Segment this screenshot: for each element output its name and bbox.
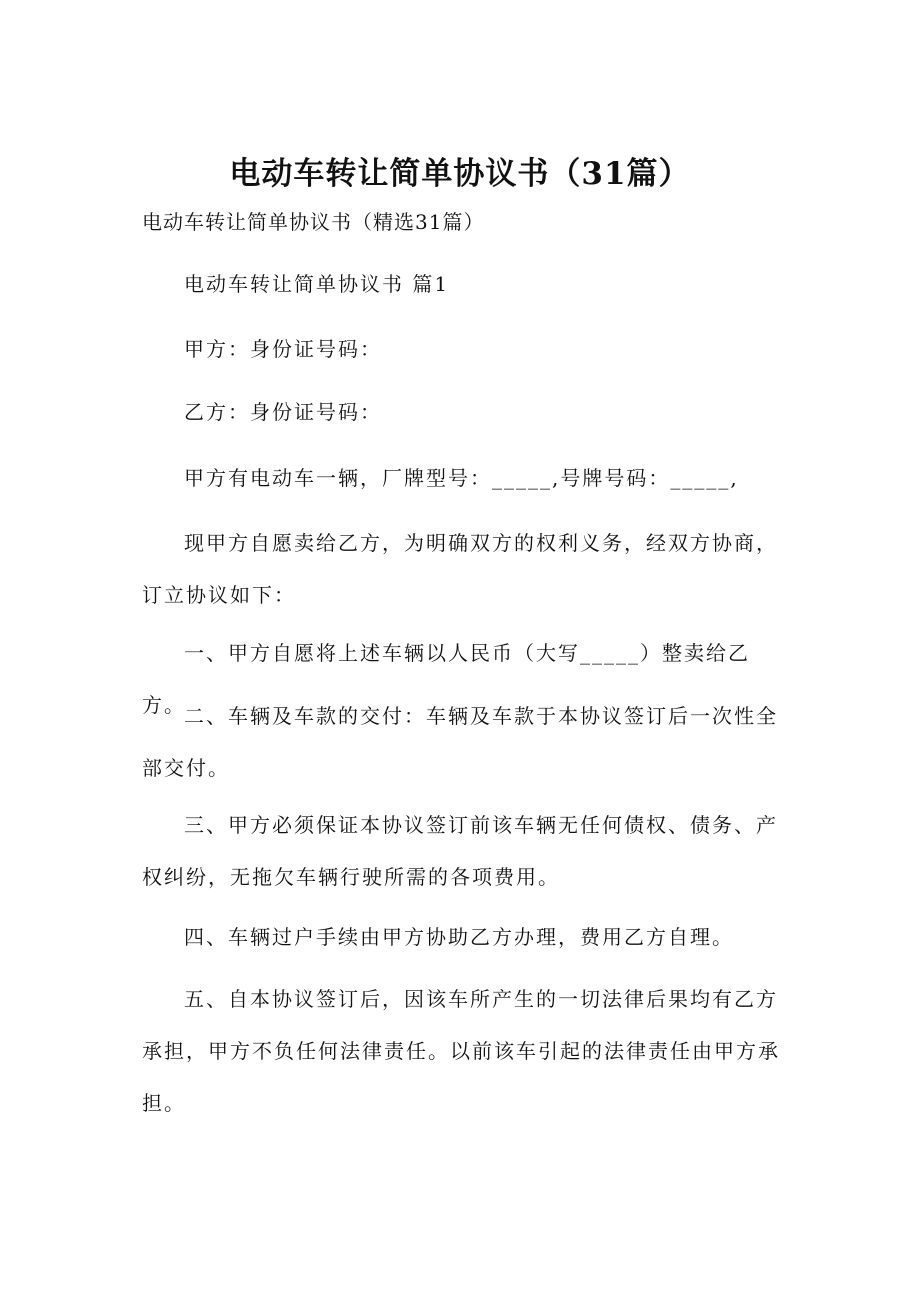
clause-4: 四、车辆过户手续由甲方协助乙方办理，费用乙方自理。 [184, 925, 734, 949]
clause-2: 二、车辆及车款的交付：车辆及车款于本协议签订后一次性全部交付。 [142, 704, 778, 780]
clause-5: 五、自本协议签订后，因该车所产生的一切法律后果均有乙方承担，甲方不负任何法律责任。以前该车引起的法律责任由甲方承担。 [142, 987, 780, 1115]
party-b-line: 乙方：身份证号码： [184, 400, 382, 424]
party-a-line: 甲方：身份证号码： [184, 337, 382, 361]
clause-1: 一、甲方自愿将上述车辆以人民币（大写_____）整卖给乙方。 [142, 641, 750, 717]
section-heading: 电动车转让简单协议书 篇1 [184, 272, 450, 296]
document-title: 电动车转让简单协议书（31篇） [229, 156, 691, 192]
document-subtitle: 电动车转让简单协议书（精选31篇） [142, 210, 485, 234]
vehicle-info-paragraph: 甲方有电动车一辆，厂牌型号：_____,号牌号码：_____, [184, 466, 739, 490]
intro-paragraph: 现甲方自愿卖给乙方，为明确双方的权利义务，经双方协商，订立协议如下： [142, 531, 778, 607]
clause-3: 三、甲方必须保证本协议签订前该车辆无任何债权、债务、产权纠纷，无拖欠车辆行驶所需的各项费用。 [142, 813, 778, 889]
